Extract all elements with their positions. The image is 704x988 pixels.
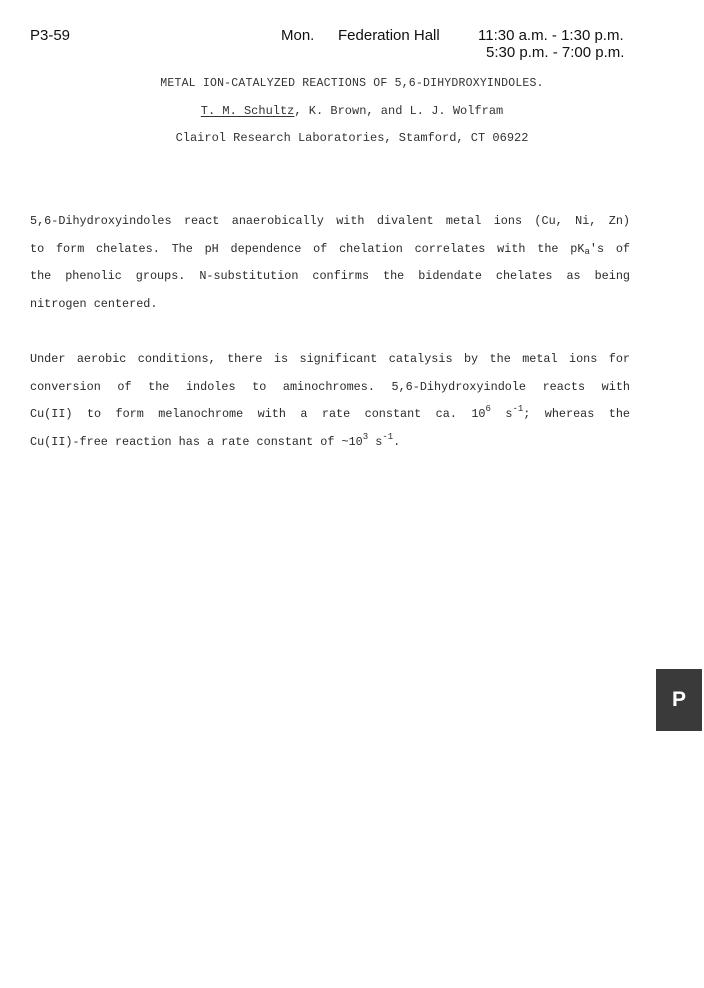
co-authors: , K. Brown, and L. J. Wolfram <box>294 104 504 118</box>
session-times <box>478 27 624 61</box>
superscript: 6 <box>485 404 491 414</box>
paragraph-line: 5,6-Dihydroxyindoles react anaerobically with divalent metal ions (Cu, Ni, Zn) <box>30 214 630 228</box>
text-run: Cu(II) to form melanochrome with a rate constant ca. 10 <box>30 407 486 421</box>
session-time-2: 5:30 p.m. - 7:00 p.m. <box>486 44 625 61</box>
superscript: 3 <box>362 431 369 442</box>
presenting-author: T. M. Schultz <box>200 104 295 118</box>
text-run: Cu(II)-free reaction has a rate constant of ~10 <box>30 434 363 449</box>
paragraph-line: nitrogen centered. <box>30 296 158 311</box>
session-time-1: 11:30 a.m. - 1:30 p.m. <box>478 27 624 44</box>
text-run: ; whereas the <box>523 407 630 421</box>
paragraph-line <box>30 429 630 457</box>
text-run: to form chelates. The pH dependence of chelation correlates with the pK <box>30 241 585 256</box>
paragraph-line: conversion of the indoles to aminochromes. 5,6-Dihydroxyindole reacts with <box>30 379 630 394</box>
session-day: Mon. <box>281 27 315 44</box>
session-venue: Federation Hall <box>338 27 440 44</box>
paragraph-line: Under aerobic conditions, there is significant catalysis by the metal ions for <box>30 352 630 366</box>
text-run: 's of <box>589 241 630 256</box>
affiliation: Clairol Research Laboratories, Stamford, CT 06922 <box>175 131 529 145</box>
abstract-paragraph-1 <box>30 208 630 318</box>
paragraph-line <box>30 401 630 429</box>
abstract-title: METAL ION-CATALYZED REACTIONS OF 5,6-DIHYDROXYINDOLES. <box>160 77 544 90</box>
text-run: s <box>368 434 383 449</box>
text-run: . <box>393 434 401 449</box>
text-run: s <box>490 407 513 421</box>
section-tab: P <box>656 669 702 731</box>
subscript: a <box>584 246 590 257</box>
author-list <box>0 104 704 118</box>
paragraph-line <box>30 236 630 264</box>
superscript: -1 <box>382 431 394 442</box>
superscript: -1 <box>512 404 524 414</box>
abstract-code: P3-59 <box>30 27 71 44</box>
abstract-paragraph-2 <box>30 346 630 456</box>
paragraph-line: the phenolic groups. N-substitution confirms the bidendate chelates as being <box>30 269 630 283</box>
